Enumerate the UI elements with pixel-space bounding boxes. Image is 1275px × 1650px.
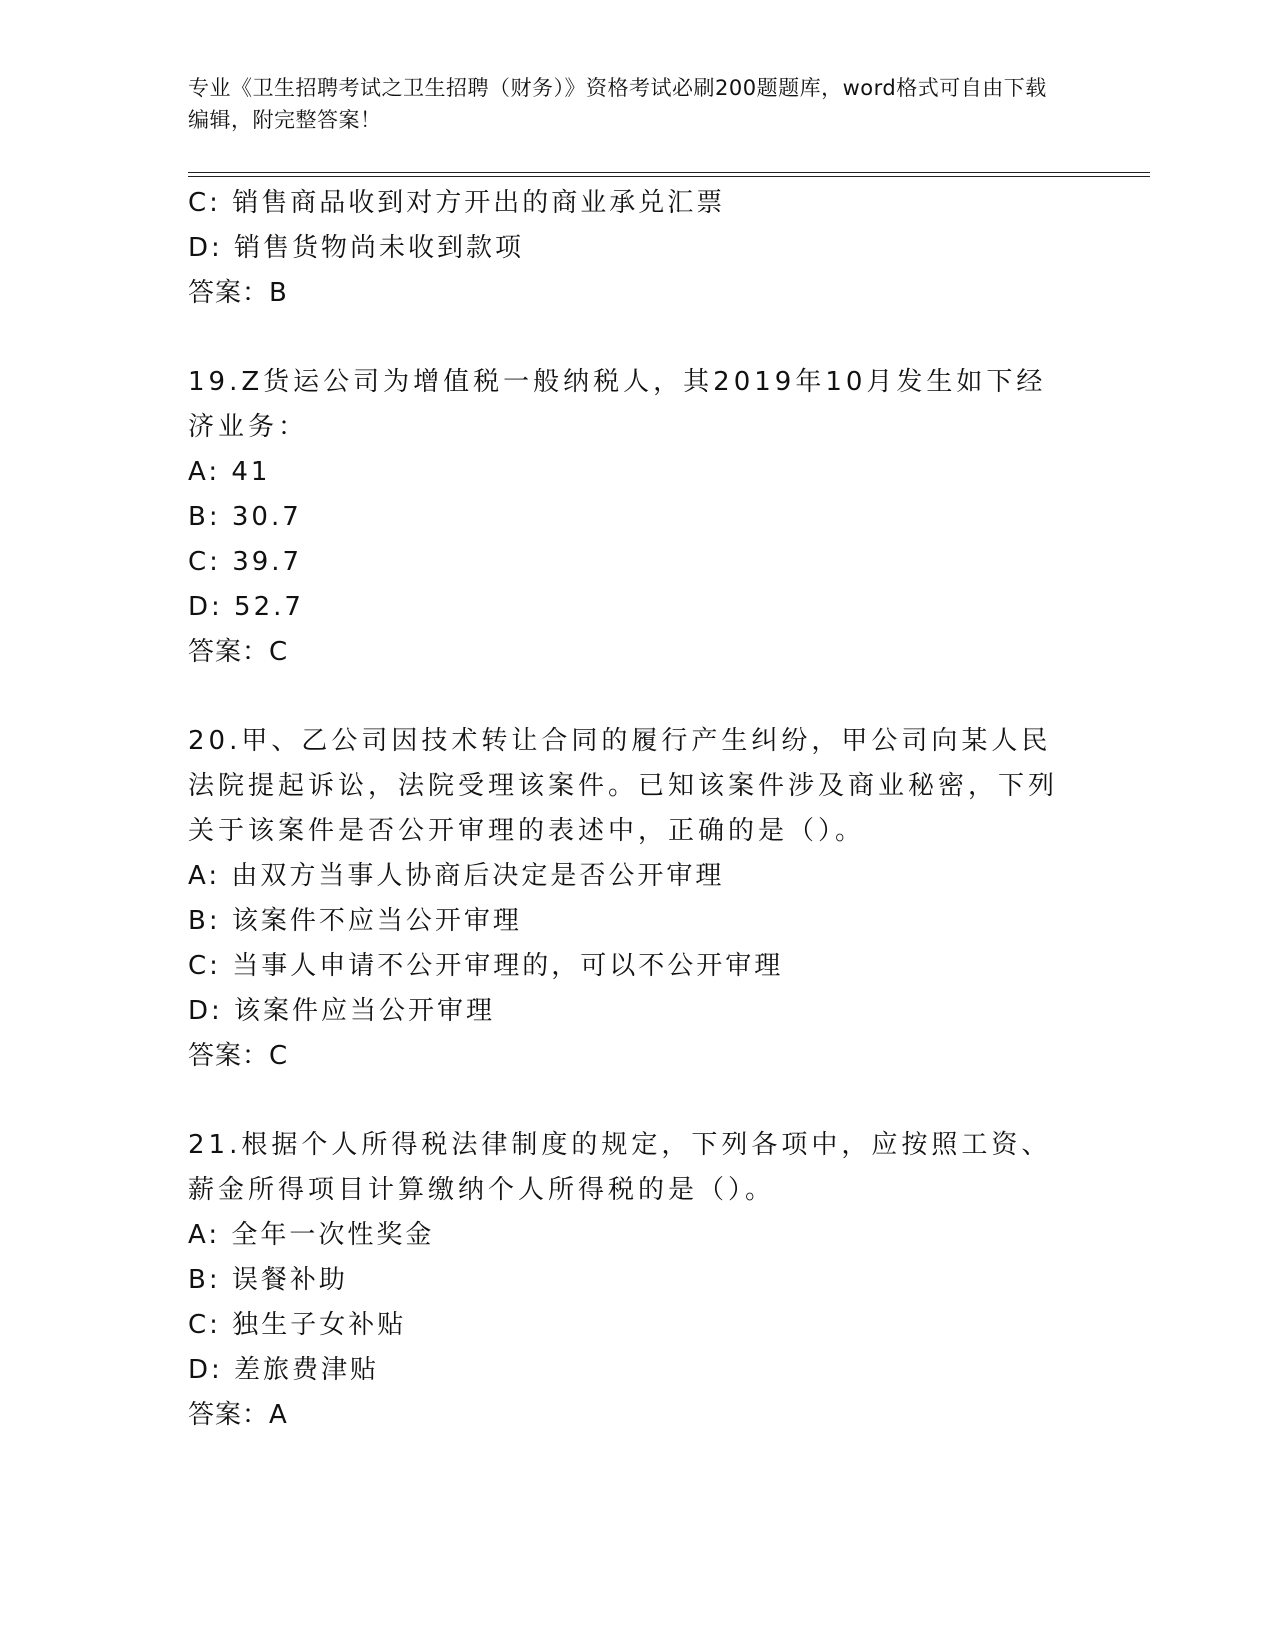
option-text: 39.7 [232, 547, 303, 577]
option-d [188, 585, 1088, 630]
document-header: 专业《卫生招聘考试之卫生招聘（财务）》资格考试必刷200题题库，word格式可自由下载编辑，附完整答案！ [188, 76, 1047, 132]
option-c [188, 540, 1088, 585]
answer-label: 答案： [188, 278, 270, 308]
option-label: A: [188, 457, 221, 487]
answer-value: C [269, 1041, 289, 1071]
option-label: D: [188, 1355, 223, 1385]
question-stem: 19.Z货运公司为增值税一般纳税人，其2019年10月发生如下经济业务： [188, 367, 1047, 442]
answer-line [188, 1393, 1088, 1438]
answer-value: C [269, 637, 289, 667]
option-label: D: [188, 996, 223, 1026]
question-19 [188, 360, 1088, 675]
option-label: D: [188, 233, 223, 263]
option-text: 该案件应当公开审理 [234, 996, 496, 1026]
question-21 [188, 1123, 1088, 1438]
option-d [188, 226, 1088, 271]
answer-label: 答案： [188, 1041, 270, 1071]
option-text: 销售商品收到对方开出的商业承兑汇票 [232, 188, 726, 218]
option-text: 独生子女补贴 [232, 1310, 407, 1340]
option-c [188, 1303, 1088, 1348]
question-stem: 21.根据个人所得税法律制度的规定，下列各项中，应按照工资、薪金所得项目计算缴纳个人所得税的是（）。 [188, 1130, 1052, 1205]
option-label: A: [188, 861, 221, 891]
option-label: A: [188, 1220, 221, 1250]
option-text: 该案件不应当公开审理 [231, 906, 522, 936]
option-a [188, 854, 1088, 899]
answer-line [188, 630, 1088, 675]
document-page [188, 72, 1088, 1438]
option-text: 全年一次性奖金 [231, 1220, 435, 1250]
option-b [188, 899, 1088, 944]
option-text: 误餐补助 [231, 1265, 348, 1295]
option-a [188, 1213, 1088, 1258]
answer-value: B [269, 278, 288, 308]
option-label: C: [188, 188, 221, 218]
question-continued [188, 181, 1088, 316]
option-label: B: [188, 906, 221, 936]
option-text: 由双方当事人协商后决定是否公开审理 [231, 861, 725, 891]
question-stem: 20.甲、乙公司因技术转让合同的履行产生纠纷，甲公司向某人民法院提起诉讼，法院受理该案件。已知该案件涉及商业秘密，下列关于该案件是否公开审理的表述中，正确的是（）。 [188, 726, 1059, 846]
question-content [188, 181, 1088, 1438]
option-c [188, 944, 1088, 989]
option-b [188, 1258, 1088, 1303]
question-20 [188, 719, 1088, 1079]
answer-line [188, 1034, 1088, 1079]
option-text: 30.7 [231, 502, 302, 532]
option-b [188, 495, 1088, 540]
option-d [188, 1348, 1088, 1393]
header-divider [188, 172, 1150, 177]
answer-label: 答案： [188, 1400, 270, 1430]
answer-value: A [269, 1400, 288, 1430]
option-d [188, 989, 1088, 1034]
option-text: 52.7 [234, 592, 304, 622]
option-text: 41 [231, 457, 271, 487]
option-label: C: [188, 1310, 221, 1340]
option-label: C: [188, 951, 221, 981]
option-a [188, 450, 1088, 495]
answer-line [188, 271, 1088, 316]
option-text: 差旅费津贴 [234, 1355, 380, 1385]
option-label: C: [188, 547, 221, 577]
option-label: D: [188, 592, 223, 622]
option-c [188, 181, 1088, 226]
option-label: B: [188, 502, 221, 532]
option-label: B: [188, 1265, 221, 1295]
option-text: 当事人申请不公开审理的，可以不公开审理 [232, 951, 784, 981]
option-text: 销售货物尚未收到款项 [234, 233, 525, 263]
answer-label: 答案： [188, 637, 270, 667]
